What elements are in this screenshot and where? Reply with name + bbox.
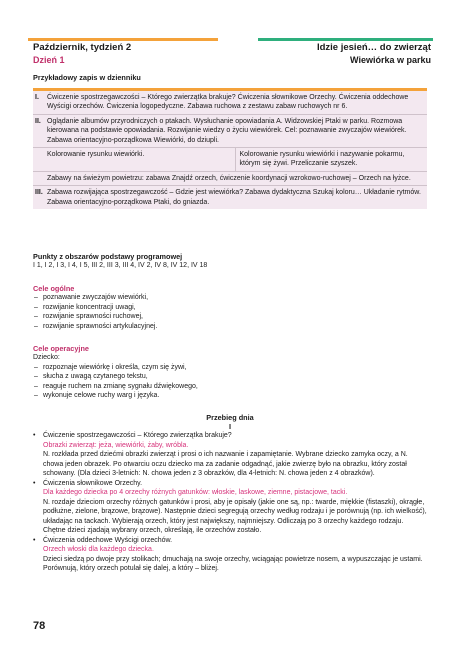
list-item: – poznawanie zwyczajów wiewiórki, [33, 293, 427, 303]
diary-row-1 [33, 91, 427, 114]
diary-row-text: Zabawy na świeżym powietrzu: zabawa Znajdź orzech, ćwiczenie koordynacji wzrokowo-ruchowej – Orzech na łyżce. [47, 174, 411, 182]
task-materials: Obrazki zwierząt: jeża, wiewiórki, żaby, wróbla. [43, 441, 189, 449]
task-3 [33, 536, 427, 574]
op-goals-list [33, 363, 427, 401]
goals-list [33, 293, 427, 331]
list-item: – rozwijanie sprawności artykulacyjnej. [33, 322, 427, 332]
header-topic: Idzie jesień… do zwierząt [316, 42, 431, 53]
task-materials: Orzech włoski dla każdego dziecka. [43, 546, 154, 553]
list-item: – wykonuje celowe ruchy warg i języka. [33, 391, 427, 401]
diary-row-2b [33, 171, 427, 185]
task-title: Ćwiczenia oddechowe Wyścigi orzechów. [43, 536, 173, 544]
diary-box [33, 88, 427, 209]
diary-split-left: Kolorowanie rysunku wiewiórki. [47, 151, 145, 159]
list-item: – rozwijanie koncentracji uwagi, [33, 303, 427, 313]
task-body: N. rozdaje dzieciom orzechy różnych gatunków i prosi, aby je opisały (jakie one są, np.: twarde, miękkie (fistaszki), okrągłe, podłużne, zielone, brązowe, brązowe). Następnie dzieci segregują orzechy według rodzaju i je porównują (np. ich wielkość), układając na tackach. Wybierają orzech, który jest największy, najmniejszy. Odliczają po 3 orzechy każdego rodzaju. Chętne dzieci zjadają wybrany orzech, określają, ile orzechów zostało. [43, 498, 427, 534]
diary-row-number: I. [35, 94, 39, 101]
goals-section [33, 284, 427, 331]
task-title: Ćwiczenia słownikowe Orzechy. [43, 479, 143, 487]
bullet-icon: • [33, 432, 36, 439]
diary-row-text: Zabawa rozwijająca spostrzegawczość – Gdzie jest wiewiórka? Zabawa dydaktyczna Szukaj koloru… Układanie rytmów. Zabawa orientacyjno-porządkowa Ptaki, do gniazda. [47, 189, 421, 206]
bullet-icon: • [33, 536, 36, 544]
diary-title: Przykładowy zapis w dzienniku [33, 73, 141, 82]
op-goals-title: Cele operacyjne [33, 344, 89, 353]
bullet-icon: • [33, 479, 36, 487]
op-goals-intro: Dziecko: [33, 354, 60, 361]
header-day: Dzień 1 [33, 55, 65, 65]
header-accent-orange [28, 38, 218, 41]
points-section [33, 252, 427, 271]
task-1 [33, 431, 427, 479]
page-number: 78 [33, 620, 46, 632]
points-title: Punkty z obszarów podstawy programowej [33, 252, 183, 261]
diary-row-2 [33, 114, 427, 147]
list-item: – rozpoznaje wiewiórkę i określa, czym się żywi, [33, 363, 427, 373]
task-body: N. rozkłada przed dziećmi obrazki zwierząt i prosi o ich nazwanie i zapamiętanie. Wybrane dziecko zamyka oczy, a N. chowa jeden obrazek. Po otwarciu oczu dziecko ma za zadanie odgadnąć, jakie zwierzę było na obrazku, który został schowany. (Dla dzieci 3-letnich: N. chowa jeden z 3 obrazków, dla 4-letnich: N. chowa jeden z 4 obrazków). [43, 451, 408, 477]
diary-row-text: Ćwiczenie spostrzegawczości – Którego zwierzątka brakuje? Ćwiczenia słownikowe Orzechy. Ćwiczenia oddechowe Wyścigi orzechów. Ćwiczenia logopedyczne. Zabawa ruchowa z zestawu zabaw ruchowych nr 6. [47, 94, 409, 111]
header-week: Październik, tydzień 2 [33, 42, 132, 53]
diary-row-text: Oglądanie albumów przyrodniczych o ptakach. Wysłuchanie opowiadania A. Widzowskiej Ptaki w parku. Rozmowa kierowana na podstawie opowiadania. Rozwijanie wiedzy o życiu wiewiórek. Cel: poznawanie zwyczajów wiewiórek. Zabawa orientacyjno-porządkowa Wiewiórki, do dziupli. [47, 117, 407, 144]
task-title: Ćwiczenie spostrzegawczości – Którego zwierzątka brakuje? [43, 432, 232, 439]
diary-split-row [33, 147, 427, 171]
diary-row-3 [33, 185, 427, 209]
goals-title: Cele ogólne [33, 284, 75, 293]
list-item: – rozwijanie sprawności ruchowej, [33, 312, 427, 322]
course-part-number: I [228, 422, 232, 431]
task-materials: Dla każdego dziecka po 4 orzechy różnych gatunków: włoskie, laskowe, ziemne, pistacjowe, tacki. [43, 489, 348, 496]
task-2 [33, 479, 427, 536]
diary-row-number: III. [35, 189, 43, 197]
course-section [33, 413, 427, 574]
op-goals-section [33, 344, 427, 401]
list-item: – słucha z uwagą czytanego tekstu, [33, 372, 427, 382]
list-item: – reaguje ruchem na zmianę sygnału dźwiękowego, [33, 382, 427, 392]
header-accent-green [258, 38, 433, 41]
diary-row-number: II. [35, 117, 41, 125]
course-title: Przebieg dnia [206, 413, 254, 422]
task-body: Dzieci siedzą po dwoje przy stolikach; dmuchają na swoje orzechy, wciągając powietrze nosem, a wypuszczając je ustami. Porównują, który orzech potulał się dalej, a który – bliżej. [43, 555, 423, 572]
header-subtopic: Wiewiórka w parku [350, 55, 431, 65]
points-list: I 1, I 2, I 3, I 4, I 5, III 2, III 3, III 4, IV 2, IV 8, IV 12, IV 18 [33, 262, 208, 269]
diary-split-right: Kolorowanie rysunku wiewiórki i nazywanie pokarmu, którym się żywi. Przeliczanie szyszek. [235, 148, 428, 171]
